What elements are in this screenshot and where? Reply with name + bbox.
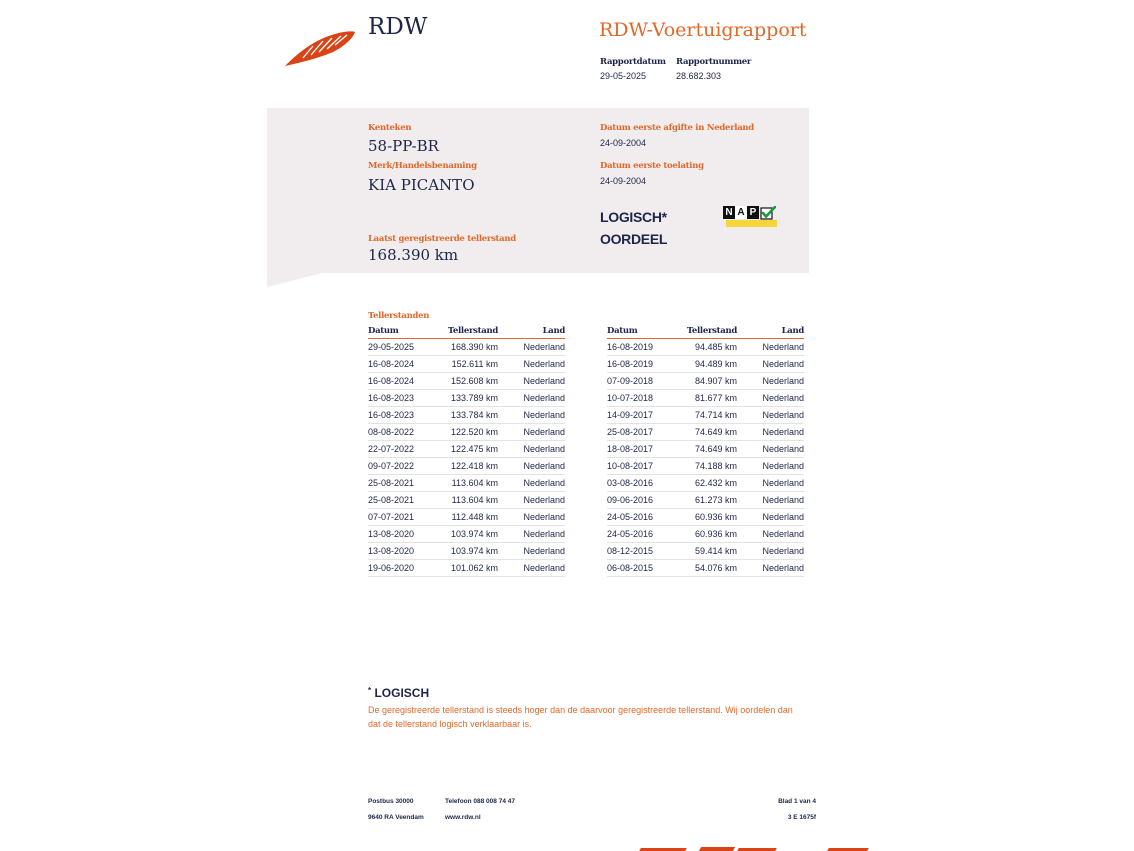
cell-date: 08-08-2022: [368, 424, 432, 441]
report-date-value: 29-05-2025: [600, 71, 647, 81]
cell-date: 16-08-2023: [368, 390, 432, 407]
cell-odometer: 94.485 km: [671, 339, 737, 356]
table-row: [368, 475, 565, 492]
table-row: [607, 441, 804, 458]
cell-date: 13-08-2020: [368, 543, 432, 560]
rdw-feather-logo-icon: [283, 28, 357, 68]
cell-country: Nederland: [737, 526, 804, 543]
cell-odometer: 152.611 km: [432, 356, 498, 373]
stripe-segment: [699, 847, 735, 851]
cell-date: 06-08-2015: [607, 560, 671, 577]
cell-odometer: 81.677 km: [671, 390, 737, 407]
verdict-line-2: OORDEEL: [600, 231, 668, 247]
table-row: [368, 492, 565, 509]
cell-date: 16-08-2024: [368, 373, 432, 390]
cell-country: Nederland: [737, 458, 804, 475]
table-row: [368, 509, 565, 526]
cell-odometer: 84.907 km: [671, 373, 737, 390]
odometer-label: Laatst geregistreerde tellerstand: [368, 234, 516, 244]
note-title: LOGISCH: [374, 686, 430, 700]
table-row: [368, 441, 565, 458]
cell-odometer: 168.390 km: [432, 339, 498, 356]
cell-country: Nederland: [498, 424, 565, 441]
cell-country: Nederland: [498, 356, 565, 373]
footer-code: 3 E 1675f: [787, 814, 816, 821]
cell-country: Nederland: [737, 560, 804, 577]
cell-country: Nederland: [737, 475, 804, 492]
cell-country: Nederland: [737, 424, 804, 441]
col-header-odometer: Tellerstand: [432, 325, 498, 339]
table-row: [607, 543, 804, 560]
cell-date: 24-05-2016: [607, 509, 671, 526]
cell-odometer: 94.489 km: [671, 356, 737, 373]
nap-letter-p: P: [747, 206, 759, 219]
first-nl-value: 24-09-2004: [600, 138, 647, 148]
cell-country: Nederland: [737, 543, 804, 560]
readings-table-left: [368, 325, 565, 577]
cell-date: 16-08-2019: [607, 339, 671, 356]
footer-address: 9640 RA Veendam: [368, 814, 424, 821]
table-row: [607, 356, 804, 373]
footer-page: Blad 1 van 4: [778, 798, 816, 805]
col-header-date: Datum: [368, 325, 432, 339]
cell-country: Nederland: [498, 441, 565, 458]
table-row: [368, 543, 565, 560]
cell-country: Nederland: [737, 373, 804, 390]
nap-badge: [723, 206, 779, 228]
cell-country: Nederland: [737, 441, 804, 458]
cell-odometer: 74.649 km: [671, 424, 737, 441]
table-header-row: [368, 325, 565, 339]
col-header-country: Land: [737, 325, 804, 339]
first-admission-value: 24-09-2004: [600, 176, 647, 186]
make-value: KIA PICANTO: [368, 176, 475, 194]
first-admission-label: Datum eerste toelating: [600, 161, 704, 171]
table-row: [368, 339, 565, 356]
cell-date: 10-08-2017: [607, 458, 671, 475]
footer-web: www.rdw.nl: [445, 814, 481, 821]
table-row: [607, 526, 804, 543]
footer-postbus: Postbus 30000: [368, 798, 414, 805]
cell-odometer: 60.936 km: [671, 509, 737, 526]
footer-phone: Telefoon 088 008 74 47: [445, 798, 515, 805]
panel-tab-shape: [267, 272, 326, 287]
col-header-odometer: Tellerstand: [671, 325, 737, 339]
footer-stripe-decoration: [640, 846, 870, 851]
cell-odometer: 74.649 km: [671, 441, 737, 458]
table-row: [368, 560, 565, 577]
table-row: [607, 475, 804, 492]
cell-date: 16-08-2019: [607, 356, 671, 373]
cell-odometer: 122.520 km: [432, 424, 498, 441]
cell-country: Nederland: [737, 492, 804, 509]
cell-country: Nederland: [737, 339, 804, 356]
table-row: [368, 356, 565, 373]
cell-country: Nederland: [737, 356, 804, 373]
cell-odometer: 60.936 km: [671, 526, 737, 543]
report-title: RDW-Voertuigrapport: [599, 19, 807, 41]
cell-country: Nederland: [498, 458, 565, 475]
table-row: [368, 526, 565, 543]
table-row: [368, 390, 565, 407]
make-label: Merk/Handelsbenaming: [368, 161, 477, 171]
cell-country: Nederland: [498, 492, 565, 509]
cell-date: 29-05-2025: [368, 339, 432, 356]
nap-letter-a: A: [735, 206, 747, 219]
cell-odometer: 54.076 km: [671, 560, 737, 577]
cell-odometer: 113.604 km: [432, 475, 498, 492]
table-header-row: [607, 325, 804, 339]
first-nl-label: Datum eerste afgifte in Nederland: [600, 123, 754, 133]
nap-yellow-bar: [726, 220, 777, 227]
readings-table-right: [607, 325, 804, 577]
cell-country: Nederland: [498, 390, 565, 407]
report-number-value: 28.682.303: [676, 71, 722, 81]
plate-label: Kenteken: [368, 123, 412, 133]
cell-country: Nederland: [737, 407, 804, 424]
cell-odometer: 103.974 km: [432, 543, 498, 560]
table-row: [607, 560, 804, 577]
cell-odometer: 122.475 km: [432, 441, 498, 458]
cell-country: Nederland: [737, 509, 804, 526]
cell-date: 25-08-2021: [368, 492, 432, 509]
cell-country: Nederland: [498, 543, 565, 560]
col-header-country: Land: [498, 325, 565, 339]
cell-country: Nederland: [498, 475, 565, 492]
cell-country: Nederland: [498, 339, 565, 356]
report-date-label: Rapportdatum: [600, 57, 666, 67]
table-row: [607, 407, 804, 424]
cell-odometer: 133.789 km: [432, 390, 498, 407]
cell-date: 19-06-2020: [368, 560, 432, 577]
cell-odometer: 59.414 km: [671, 543, 737, 560]
cell-date: 16-08-2023: [368, 407, 432, 424]
note-marker: *: [368, 686, 372, 695]
table-row: [607, 390, 804, 407]
col-header-date: Datum: [607, 325, 671, 339]
note-text-line-2: dat de tellerstand logisch verklaarbaar is.: [368, 719, 532, 729]
note-text-line-1: De geregistreerde tellerstand is steeds hoger dan de daarvoor geregistreerde tellerstand. Wij oordelen dan: [368, 705, 793, 715]
cell-country: Nederland: [498, 509, 565, 526]
table-row: [607, 339, 804, 356]
brand-name: RDW: [368, 14, 428, 40]
cell-date: 24-05-2016: [607, 526, 671, 543]
cell-date: 08-12-2015: [607, 543, 671, 560]
cell-date: 18-08-2017: [607, 441, 671, 458]
note-heading: [368, 686, 429, 700]
cell-odometer: 62.432 km: [671, 475, 737, 492]
cell-odometer: 122.418 km: [432, 458, 498, 475]
cell-country: Nederland: [737, 390, 804, 407]
cell-date: 25-08-2017: [607, 424, 671, 441]
table-row: [368, 458, 565, 475]
cell-country: Nederland: [498, 560, 565, 577]
cell-odometer: 133.784 km: [432, 407, 498, 424]
cell-date: 13-08-2020: [368, 526, 432, 543]
cell-country: Nederland: [498, 407, 565, 424]
table-row: [607, 458, 804, 475]
nap-letter-n: N: [723, 206, 735, 219]
cell-date: 03-08-2016: [607, 475, 671, 492]
table-row: [607, 373, 804, 390]
cell-odometer: 101.062 km: [432, 560, 498, 577]
table-row: [368, 424, 565, 441]
cell-odometer: 112.448 km: [432, 509, 498, 526]
cell-date: 09-06-2016: [607, 492, 671, 509]
cell-date: 22-07-2022: [368, 441, 432, 458]
cell-odometer: 61.273 km: [671, 492, 737, 509]
table-row: [607, 509, 804, 526]
cell-odometer: 74.714 km: [671, 407, 737, 424]
table-row: [368, 407, 565, 424]
cell-date: 10-07-2018: [607, 390, 671, 407]
cell-date: 25-08-2021: [368, 475, 432, 492]
cell-odometer: 152.608 km: [432, 373, 498, 390]
table-row: [368, 373, 565, 390]
report-number-label: Rapportnummer: [676, 57, 752, 67]
cell-country: Nederland: [498, 373, 565, 390]
cell-date: 16-08-2024: [368, 356, 432, 373]
nap-check-icon: [760, 206, 776, 220]
table-row: [607, 424, 804, 441]
cell-odometer: 74.188 km: [671, 458, 737, 475]
cell-country: Nederland: [498, 526, 565, 543]
verdict-line-1: LOGISCH*: [600, 209, 667, 225]
odometer-value: 168.390 km: [368, 246, 459, 264]
cell-odometer: 103.974 km: [432, 526, 498, 543]
cell-date: 14-09-2017: [607, 407, 671, 424]
cell-date: 07-09-2018: [607, 373, 671, 390]
plate-value: 58-PP-BR: [368, 137, 439, 155]
cell-date: 09-07-2022: [368, 458, 432, 475]
cell-date: 07-07-2021: [368, 509, 432, 526]
table-row: [607, 492, 804, 509]
readings-section-title: Tellerstanden: [368, 311, 430, 321]
cell-odometer: 113.604 km: [432, 492, 498, 509]
